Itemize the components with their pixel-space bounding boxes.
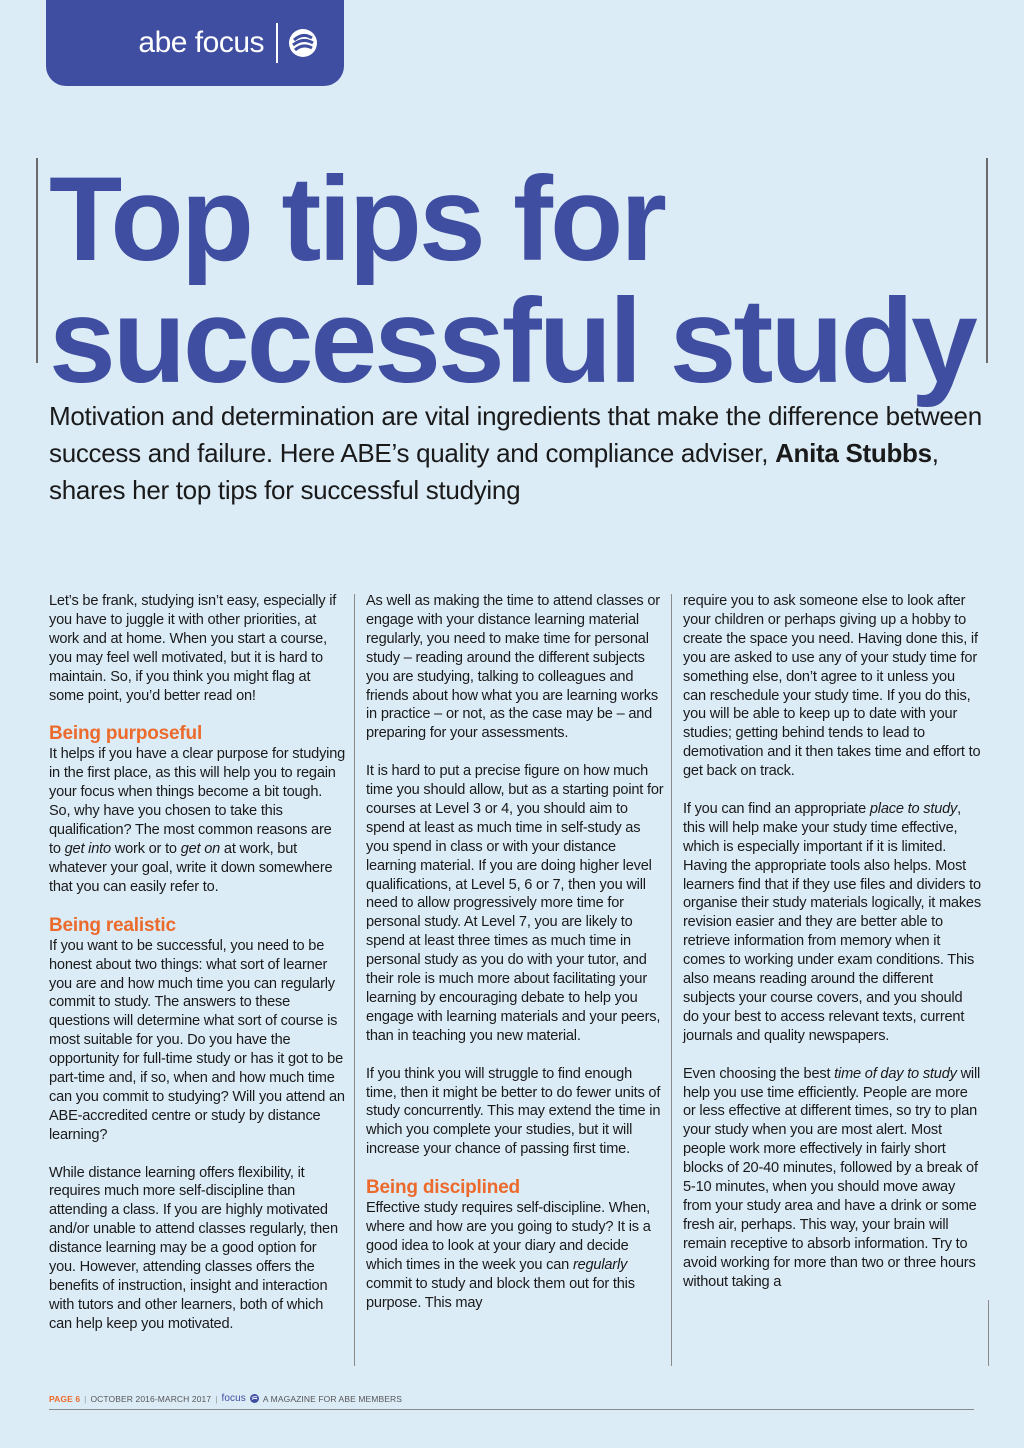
standfirst — [49, 398, 989, 509]
text-run: It helps if you have a clear purpose for studying in the first place, as this will help you to regain your focus when things become a bit tough. So, why have you chosen to take this qualification? The most common reasons are to — [49, 746, 346, 857]
section-label: abe focus — [138, 26, 264, 59]
title-line-1: Top tips for — [49, 152, 664, 286]
heading-being-realistic: Being realistic — [49, 914, 176, 936]
text-run: will help you use time efficiently. People are more or less effective at different times, so try to plan your study when you are most alert. Most people work more effectively in fairly short blocks of 20-40 minutes, followed by a break of 5-10 minutes, when you should move away from your study area and have a drink or some fresh air, perhaps. This way, your brain will remain receptive to absorb information. Try to avoid working for more than two or three hours without taking a — [683, 1065, 981, 1290]
text-run: at work, but whatever your goal, write it down somewhere that you can easily refer to. — [49, 840, 333, 895]
column3-paragraph-2 — [683, 800, 981, 1046]
emphasis-text: get into — [64, 840, 111, 857]
tab-divider — [276, 23, 278, 63]
column3-paragraph-3 — [683, 1065, 981, 1292]
magazine-brand: focus — [221, 1393, 246, 1404]
emphasis-text: regularly — [572, 1256, 628, 1273]
issue-date: OCTOBER 2016-MARCH 2017 — [90, 1393, 212, 1404]
emphasis-text: time of day to study — [834, 1065, 957, 1082]
column-rule-right — [988, 1300, 989, 1366]
realistic-paragraph-1: If you want to be successful, you need to be honest about two things: what sort of learner you are and how much time you can regularly commit to study. The answers to these questions will determine what sort of course is most suitable for you. Do you have the opportunity for full-time study or has it got to be part-time and, if so, when and how much time can you commit to studying? Will you attend an ABE-accredited centre or study by distance learning? — [49, 937, 345, 1143]
text-run: work or to — [110, 840, 181, 857]
column2-paragraph-1: As well as making the time to attend classes or engage with your distance learning material regularly, you need to make time for personal study – reading around the different subjects you are studying, talking to colleagues and friends about how what you are learning works in practice – or not, as the case may be – and preparing for your assessments. — [366, 593, 660, 742]
text-run: , this will help make your study time effective, which is especially important if it is limited. Having the appropriate tools also helps. Most learners find that if they use files and dividers to organise their study materials logically, it makes revision easier and they are better able to retrieve information from memory when it comes to working under exam conditions. This also means reading around the different subjects your course covers, and you should do your best to access relevant texts, current journals and quality newspapers. — [683, 800, 981, 1044]
disciplined-paragraph — [366, 1199, 664, 1312]
section-tab — [46, 0, 344, 86]
emphasis-text: get on — [180, 840, 221, 857]
text-run: commit to study and block them out for this purpose. This may — [366, 1275, 635, 1311]
footer-rule — [49, 1409, 974, 1410]
column-rule-2 — [671, 594, 672, 1366]
title-line-2: successful study — [49, 274, 975, 408]
column3-paragraph-1: require you to ask someone else to look after your children or perhaps giving up a hobby to create the space you need. Having done this, if you are asked to use any of your study time for something else, don’t agree to it unless you can reschedule your study time. If you do this, you will be able to keep up to date with your studies; getting behind tends to lead to demotivation and it then takes time and effort to get back on track. — [683, 593, 981, 780]
realistic-paragraph-2: While distance learning offers flexibility, it requires much more self-discipline than attending a class. If you are highly motivated and/or unable to attend classes regularly, then distance learning may be a good option for you. However, attending classes offers the benefits of instruction, insight and interaction with tutors and other learners, both of which can help keep you motivated. — [49, 1164, 338, 1332]
abe-logo-small-icon — [250, 1394, 259, 1403]
text-run: If you can find an appropriate — [683, 800, 870, 817]
column-1 — [49, 592, 347, 1334]
footer-separator: | — [84, 1393, 87, 1404]
column-rule-1 — [354, 594, 355, 1366]
emphasis-text: place to study — [869, 800, 958, 817]
author-name: Anita Stubbs — [775, 438, 932, 468]
text-run: Even choosing the best — [683, 1065, 835, 1082]
column-3 — [683, 592, 981, 1292]
heading-being-purposeful: Being purposeful — [49, 723, 203, 745]
standfirst-text: Motivation and determination are vital ingredients that make the difference between success and failure. Here ABE’s quality and compliance adviser, — [49, 401, 982, 468]
page-footer — [49, 1393, 402, 1404]
heading-being-disciplined: Being disciplined — [366, 1177, 520, 1199]
standfirst-text-end: , shares her top tips for successful studying — [49, 438, 939, 505]
purposeful-paragraph — [49, 745, 347, 896]
page-number: PAGE 6 — [49, 1393, 81, 1404]
footer-separator: | — [215, 1393, 218, 1404]
frame-line-left — [36, 158, 38, 363]
text-run: Effective study requires self-discipline. When, where and how are you going to study? It is a good idea to look at your diary and decide which times in the week you can — [366, 1200, 651, 1273]
column2-paragraph-2: It is hard to put a precise figure on how much time you should allow, but as a starting point for courses at Level 3 or 4, you should aim to spend at least as much time in self-study as you spend in class or with your distance learning material. If you are doing higher level qualifications, at Level 5, 6 or 7, then you will need to allow progressively more time for personal study. At Level 7, you are likely to spend at least three times as much time in personal study as you do with your tutor, and their role is much more about facilitating your learning by encouraging debate to help you engage with learning materials and your peers, than in teaching you new material. — [366, 763, 664, 1044]
magazine-tagline: A MAGAZINE FOR ABE MEMBERS — [262, 1393, 403, 1404]
article-title — [49, 152, 989, 408]
column2-paragraph-3: If you think you will struggle to find enough time, then it might be better to do fewer units of study concurrently. This may extend the time in which you complete your studies, but it will increase your chance of passing first time. — [366, 1065, 661, 1158]
column-2 — [366, 592, 664, 1313]
abe-logo-icon — [288, 28, 318, 58]
intro-paragraph: Let’s be frank, studying isn’t easy, especially if you have to juggle it with other priorities, at work and at home. When you start a course, you may feel well motivated, but it is hard to maintain. So, if you think you might flag at some point, you’d better read on! — [49, 593, 337, 704]
